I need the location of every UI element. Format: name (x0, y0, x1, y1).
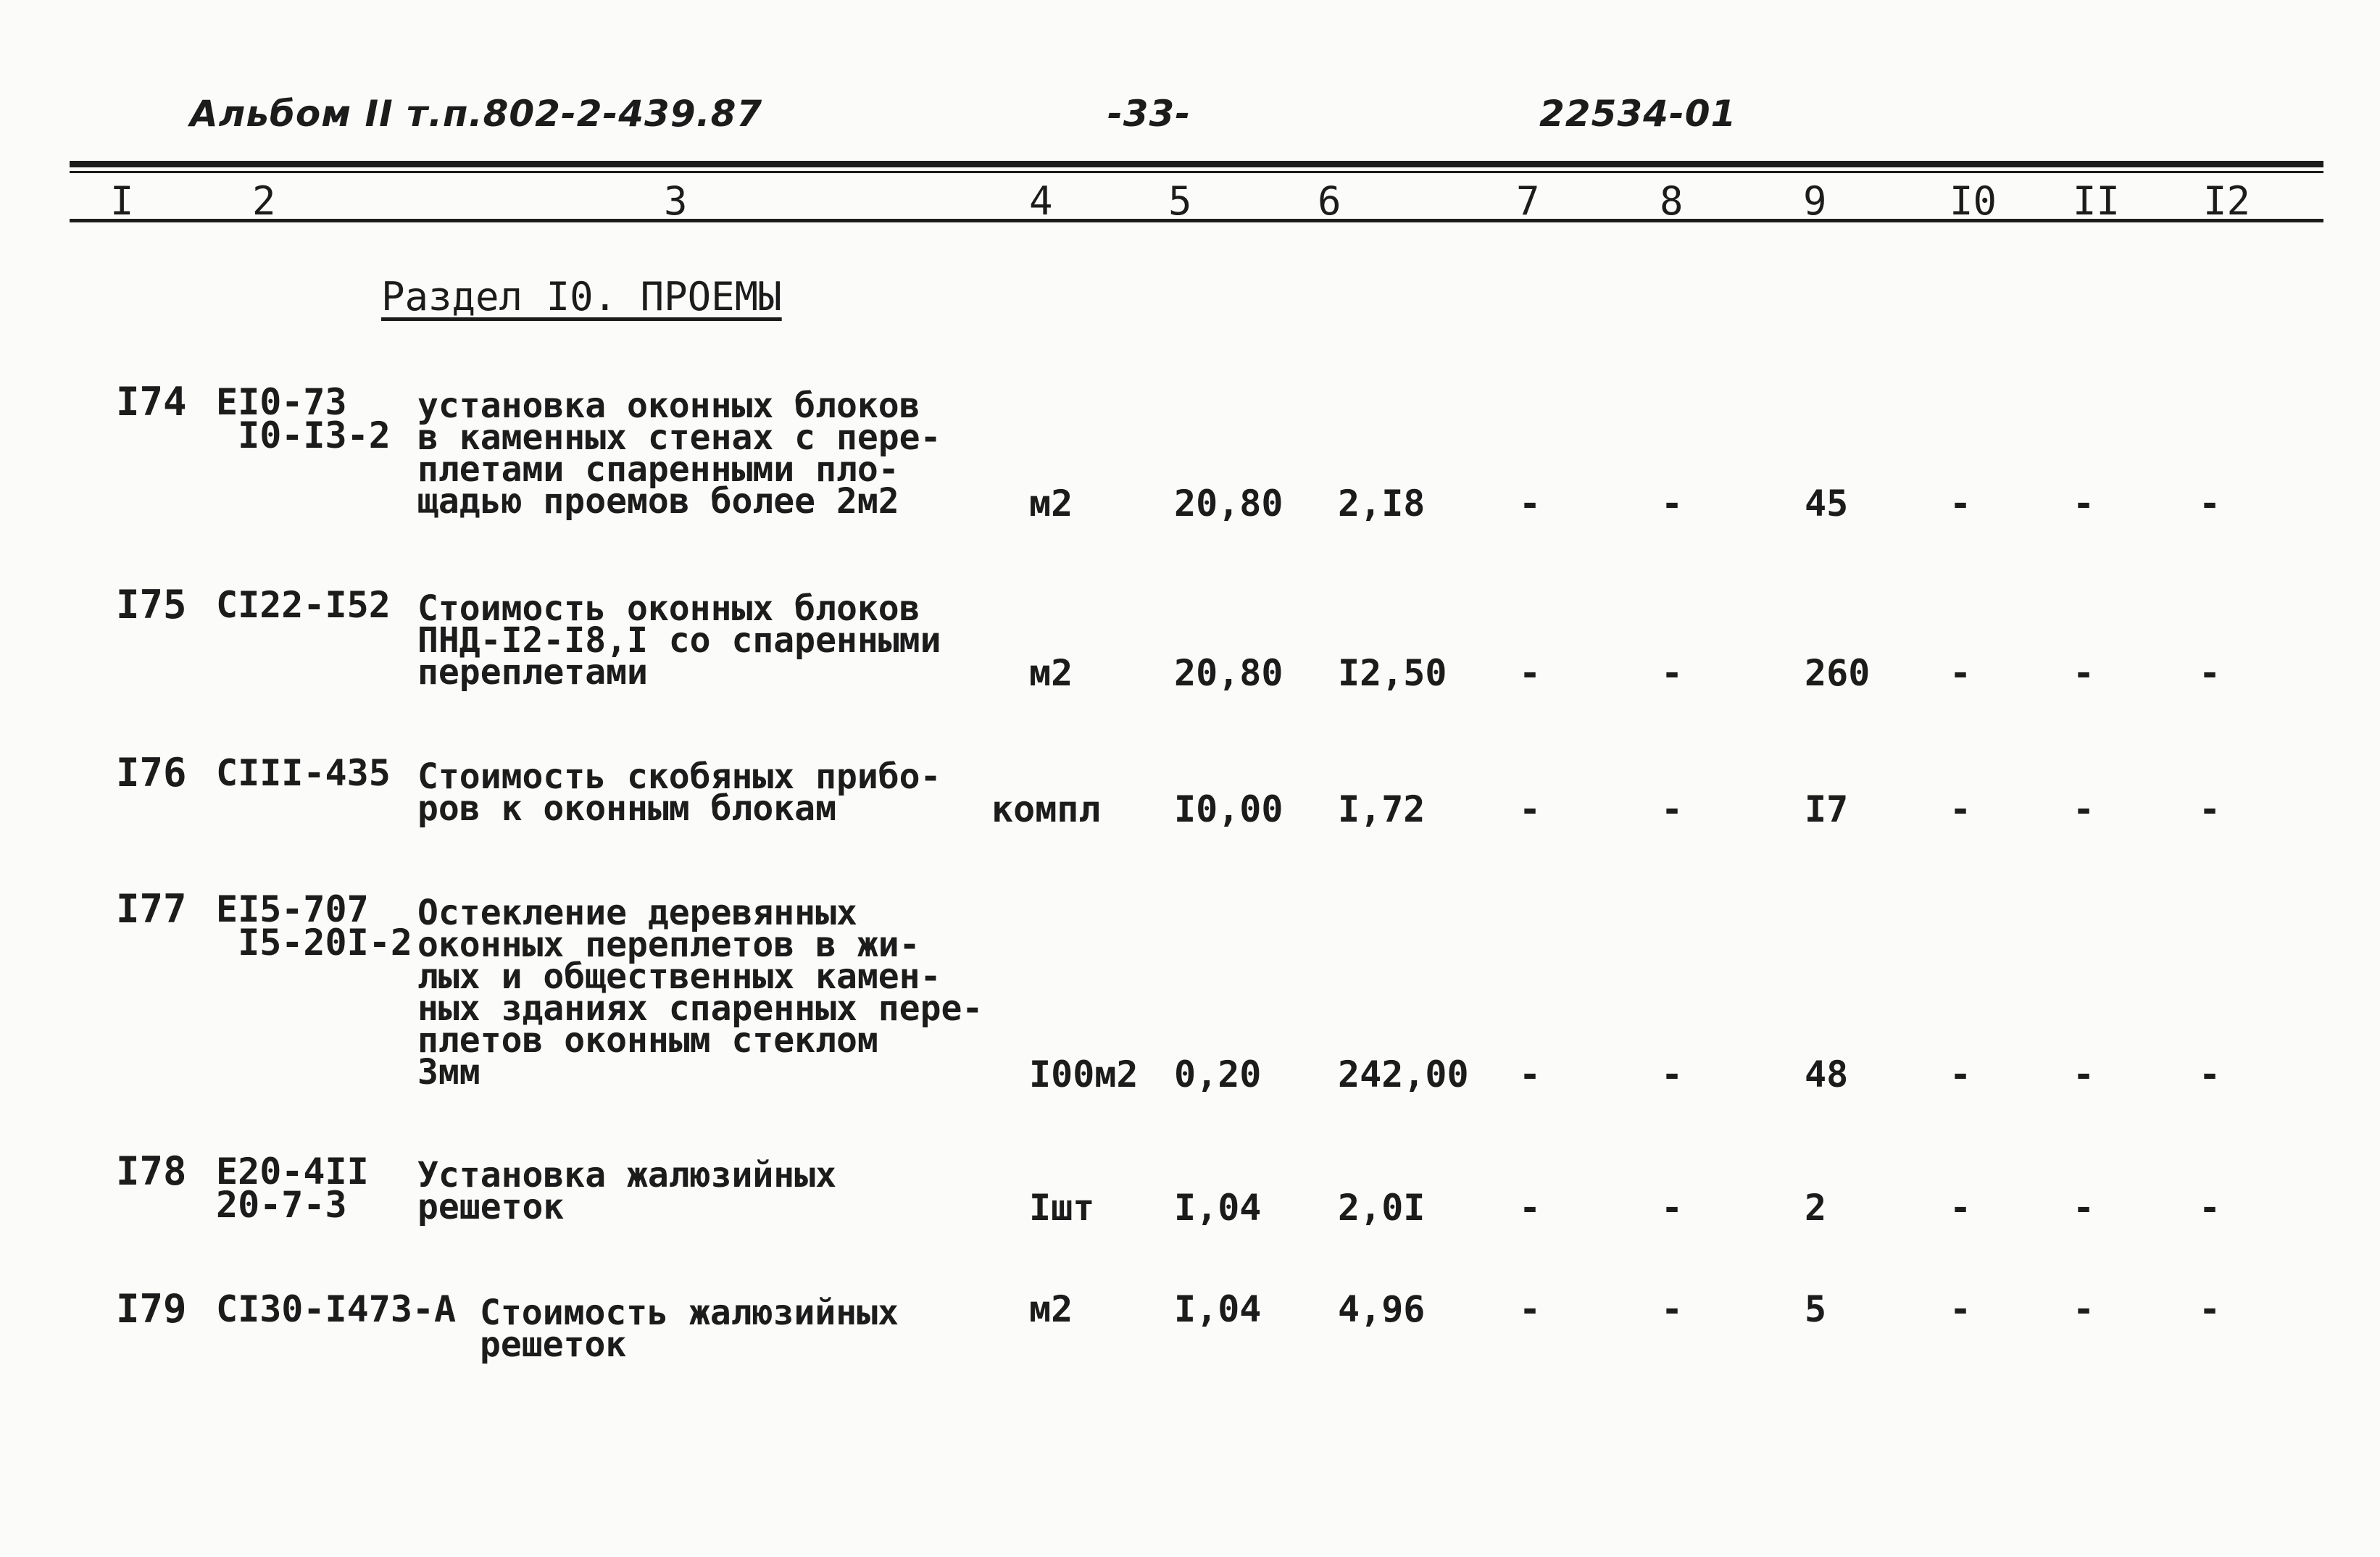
col12-value: - (2199, 1288, 2221, 1330)
unit: Iшт (1029, 1187, 1095, 1229)
norm-code: CI22-I52 (216, 584, 391, 626)
quantity: I0,00 (1174, 788, 1283, 830)
col7-value: - (1519, 1187, 1541, 1229)
col7-value: - (1519, 788, 1541, 830)
row-number: I76 (116, 750, 187, 796)
col12-value: - (2199, 788, 2221, 830)
quantity: 0,20 (1174, 1053, 1262, 1095)
unit: м2 (1029, 1288, 1073, 1330)
norm-code: CIII-435 (216, 752, 391, 794)
column-number-10: I0 (1950, 178, 1997, 224)
col11-value: - (2073, 788, 2095, 830)
column-number-1: I (110, 178, 134, 224)
column-number-8: 8 (1660, 178, 1684, 224)
col12-value: - (2199, 1187, 2221, 1229)
column-number-12: I2 (2203, 178, 2251, 224)
work-description: Установка жалюзийных решеток (417, 1155, 836, 1227)
col11-value: - (2073, 1288, 2095, 1330)
unit-price: I2,50 (1338, 652, 1447, 694)
unit-price: 242,00 (1338, 1053, 1469, 1095)
col10-value: - (1950, 1288, 1972, 1330)
col12-value: - (2199, 483, 2221, 525)
col8-value: - (1661, 483, 1684, 525)
unit: компл (991, 788, 1101, 830)
unit-price: 4,96 (1338, 1288, 1426, 1330)
row-number: I74 (116, 379, 187, 425)
row-number: I78 (116, 1148, 187, 1194)
unit-price: I,72 (1338, 788, 1426, 830)
col10-value: - (1950, 652, 1972, 694)
quantity: 20,80 (1174, 483, 1283, 525)
col11-value: - (2073, 652, 2095, 694)
col7-value: - (1519, 1288, 1541, 1330)
row-number: I77 (116, 886, 187, 932)
col8-value: - (1661, 1187, 1684, 1229)
norm-code: CI30-I473-А (216, 1288, 457, 1330)
unit-price: 2,I8 (1338, 483, 1426, 525)
col10-value: - (1950, 1053, 1972, 1095)
work-description: Стоимость жалюзийных решеток (480, 1293, 899, 1365)
norm-code: Е20-4II 20-7-3 (216, 1151, 369, 1226)
unit: I00м2 (1029, 1053, 1139, 1095)
col9-value: 5 (1805, 1288, 1827, 1330)
column-number-9: 9 (1803, 178, 1827, 224)
col11-value: - (2073, 1187, 2095, 1229)
col9-value: I7 (1805, 788, 1849, 830)
document-code: 22534-01 (1539, 93, 1737, 135)
work-description: установка оконных блоков в каменных стенах с пере- плетами спаренными пло- щадью проемов более 2м2 (417, 385, 941, 522)
col12-value: - (2199, 652, 2221, 694)
col9-value: 48 (1805, 1053, 1849, 1095)
col10-value: - (1950, 788, 1972, 830)
col7-value: - (1519, 1053, 1541, 1095)
column-number-3: 3 (664, 178, 688, 224)
album-reference: Альбом II т.п.802-2-439.87 (190, 93, 763, 135)
col7-value: - (1519, 652, 1541, 694)
col11-value: - (2073, 1053, 2095, 1095)
unit: м2 (1029, 483, 1073, 525)
column-number-2: 2 (252, 178, 276, 224)
row-number: I79 (116, 1286, 187, 1332)
top-rule-thin (70, 171, 2323, 173)
column-number-7: 7 (1516, 178, 1540, 224)
col9-value: 260 (1805, 652, 1871, 694)
norm-code: ЕI5-707 I5-20I-2 (216, 888, 412, 964)
column-number-5: 5 (1168, 178, 1192, 224)
col8-value: - (1661, 1053, 1684, 1095)
column-number-6: 6 (1318, 178, 1341, 224)
top-rule-thick (70, 161, 2323, 167)
page-number: -33- (1107, 93, 1191, 135)
row-number: I75 (116, 582, 187, 627)
column-number-4: 4 (1029, 178, 1053, 224)
column-number-11: II (2073, 178, 2121, 224)
col10-value: - (1950, 483, 1972, 525)
section-title: Раздел I0. ПРОЕМЫ (381, 274, 782, 320)
quantity: I,04 (1174, 1187, 1262, 1229)
unit: м2 (1029, 652, 1073, 694)
work-description: Стоимость скобяных прибо- ров к оконным блокам (417, 756, 941, 829)
quantity: I,04 (1174, 1288, 1262, 1330)
col11-value: - (2073, 483, 2095, 525)
col9-value: 45 (1805, 483, 1849, 525)
unit-price: 2,0I (1338, 1187, 1426, 1229)
col7-value: - (1519, 483, 1541, 525)
quantity: 20,80 (1174, 652, 1283, 694)
col8-value: - (1661, 652, 1684, 694)
col8-value: - (1661, 788, 1684, 830)
col12-value: - (2199, 1053, 2221, 1095)
col8-value: - (1661, 1288, 1684, 1330)
work-description: Стоимость оконных блоков ПНД-I2-I8,I со спаренными переплетами (417, 588, 941, 693)
col9-value: 2 (1805, 1187, 1827, 1229)
norm-code: ЕI0-73 I0-I3-2 (216, 381, 391, 456)
work-description: Остекление деревянных оконных переплетов в жи- лых и общественных камен- ных зданиях спаренных пере- плетов оконным стеклом 3мм (417, 893, 983, 1093)
col10-value: - (1950, 1187, 1972, 1229)
